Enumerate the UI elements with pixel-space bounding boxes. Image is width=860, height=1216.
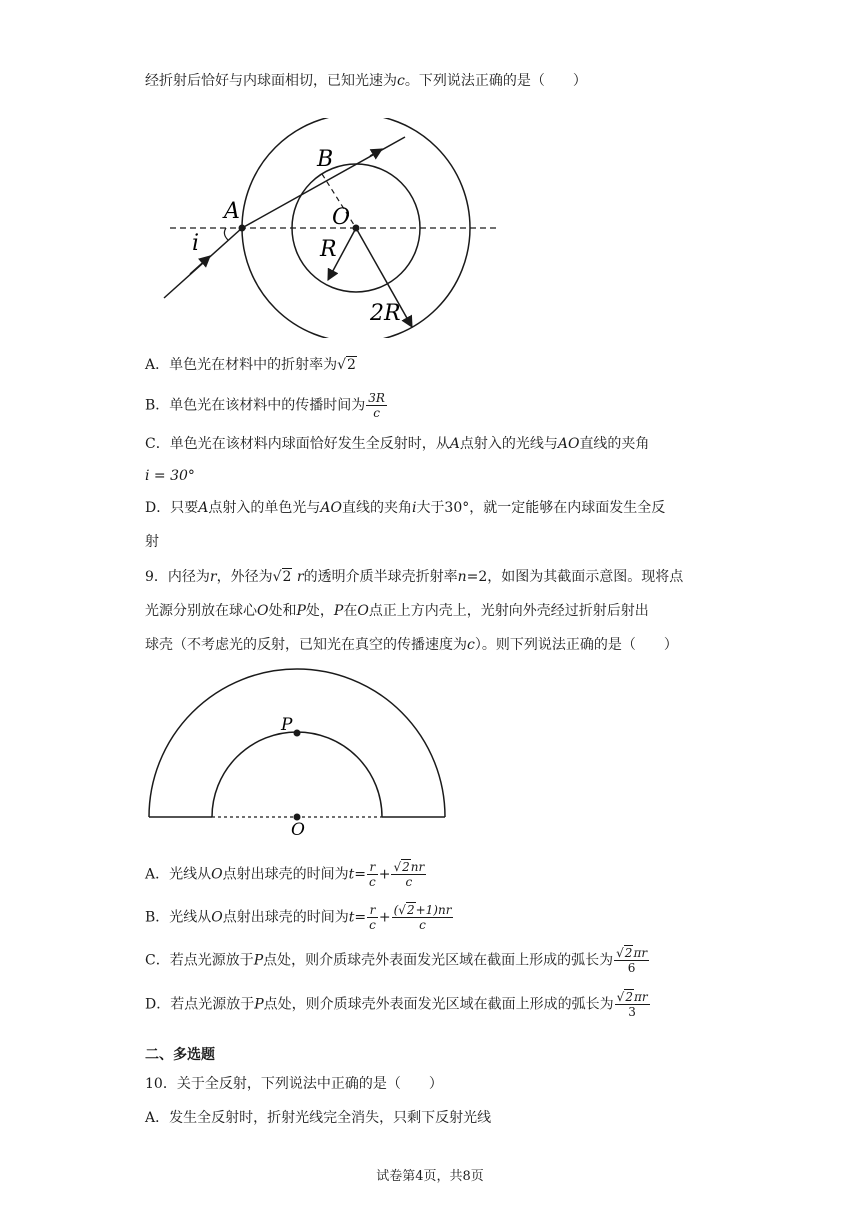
label-B: B (317, 147, 334, 172)
outer-semicircle (149, 669, 445, 817)
q8-option-d-line1: D．只要A点射入的单色光与AO直线的夹角i大于30°，就一定能够在内球面发生全反 (145, 500, 666, 516)
q9-stem-line2: 光源分别放在球心O处和P处，P在O点正上方内壳上，光射向外壳经过折射后射出 (145, 603, 649, 619)
q9-option-d: D．若点光源放于P点处，则介质球壳外表面发光区域在截面上形成的弧长为 $\frac{√2\pi r}{3}$ (145, 990, 648, 1019)
q10-option-a: A．发生全反射时，折射光线完全消失，只剩下反射光线 (145, 1110, 492, 1126)
fraction: $\frac{3R}{c}$ (368, 391, 385, 420)
label-A: A (224, 199, 240, 224)
label-R: R (320, 237, 337, 262)
q9-option-c: C．若点光源放于P点处，则介质球壳外表面发光区域在截面上形成的弧长为 $\frac{√2\pi r}{6}$ (145, 946, 648, 975)
angle-arc (224, 228, 228, 240)
q9-option-b: B．光线从O点射出球壳的时间为t= $\frac{r}{c}$ + $\frac{(√2+1)nr}{c}$ (145, 903, 452, 932)
point-P (294, 730, 301, 737)
q9-figure (140, 660, 450, 840)
q9-stem-line3: 球壳（不考虑光的反射，已知光在真空的传播速度为c）。则下列说法正确的是（ ） (145, 637, 678, 653)
page-footer: 试卷第4页，共8页 (376, 1169, 484, 1184)
label-O: O (332, 205, 351, 230)
q10-stem: 10．关于全反射，下列说法中正确的是（ ） (145, 1076, 443, 1092)
q8-option-c-line2: i = 30° (145, 468, 195, 484)
q8-option-b: B．单色光在该材料中的传播时间为 $\frac{3R}{c}$ (145, 391, 385, 420)
label-2R: 2R (370, 301, 401, 326)
q9-option-a: A．光线从O点射出球壳的时间为t= $\frac{r}{c}$ + $\frac{√2nr}{c}$ (145, 860, 425, 889)
inner-semicircle (212, 732, 382, 817)
label-i: i (192, 231, 200, 256)
section-heading: 二、多选题 (145, 1047, 215, 1063)
point-A (239, 225, 246, 232)
label-P: P (281, 715, 293, 735)
q8-option-a: A．单色光在材料中的折射率为√2 (145, 357, 356, 373)
q8-intro: 经折射后恰好与内球面相切，已知光速为c。下列说法正确的是（ ） (145, 73, 587, 89)
q8-figure (150, 118, 520, 338)
q9-stem-line1: 9．内径为r，外径为√2 r的透明介质半球壳折射率n=2，如图为其截面示意图。现将点 (145, 569, 684, 585)
label-O: O (291, 820, 305, 840)
q8-option-c-line1: C．单色光在该材料内球面恰好发生全反射时，从A点射入的光线与AO直线的夹角 (145, 436, 650, 452)
point-O (353, 225, 360, 232)
q8-option-d-line2: 射 (145, 534, 159, 550)
